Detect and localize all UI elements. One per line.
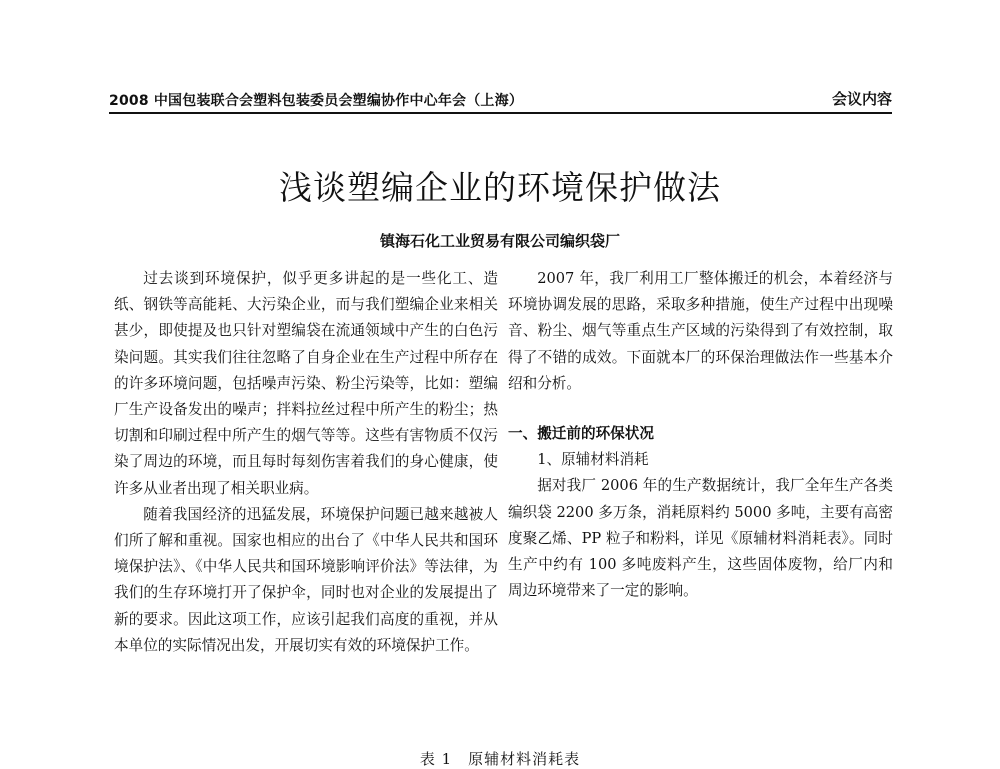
right-column bbox=[508, 266, 893, 604]
article-title: 浅谈塑编企业的环境保护做法 bbox=[279, 168, 721, 207]
table-caption: 表 1 原辅材料消耗表 bbox=[419, 750, 581, 768]
running-header bbox=[109, 88, 892, 114]
header-section-label: 会议内容 bbox=[831, 90, 892, 108]
left-column bbox=[114, 266, 498, 659]
subsection-heading: 1、原辅材料消耗 bbox=[537, 451, 649, 469]
paragraph: 过去谈到环境保护，似乎更多讲起的是一些化工、造纸、钢铁等高能耗、大污染企业，而与我们塑编企业来相关甚少，即使提及也只针对塑编袋在流通领域中产生的白色污染问题。其实我们往往忽略了自身企业在生产过程中所存在的许多环境问题，包括噪声污染、粉尘污染等，比如：塑编厂生产设备发出的噪声；拌料拉丝过程中所产生的粉尘；热切割和印刷过程中所产生的烟气等等。这些有害物质不仅污染了周边的环境，而且每时每刻伤害着我们的身心健康，使许多从业者出现了相关职业病。 bbox=[114, 270, 498, 497]
article-author: 镇海石化工业贸易有限公司编织袋厂 bbox=[379, 232, 620, 250]
paragraph: 2007 年，我厂利用工厂整体搬迁的机会，本着经济与环境协调发展的思路，采取多种措施，使生产过程中出现噪音、粉尘、烟气等重点生产区域的污染得到了有效控制，取得了不错的成效。下面就本厂的环保治理做法作一些基本介绍和分析。 bbox=[508, 270, 893, 392]
section-heading: 一、搬迁前的环保状况 bbox=[508, 425, 654, 443]
header-conference-title: 2008 中国包装联合会塑料包装委员会塑编协作中心年会（上海） bbox=[109, 93, 524, 109]
paragraph: 随着我国经济的迅猛发展，环境保护问题已越来越被人们所了解和重视。国家也相应的出台了《中华人民共和国环境保护法》、《中华人民共和国环境影响评价法》等法律，为我们的生存环境打开了保护伞，同时也对企业的发展提出了新的要求。因此这项工作，应该引起我们高度的重视，并从本单位的实际情况出发，开展切实有效的环境保护工作。 bbox=[114, 505, 498, 654]
paragraph: 据对我厂 2006 年的生产数据统计，我厂全年生产各类编织袋 2200 多万条，消耗原料约 5000 多吨，主要有高密度聚乙烯、PP 粒子和粉料，详见《原辅材料消耗表》。同时生产中约有 100 多吨废料产生，这些固体废物，给厂内和周边环境带来了一定的影响。 bbox=[508, 477, 893, 600]
spacer bbox=[508, 397, 893, 421]
